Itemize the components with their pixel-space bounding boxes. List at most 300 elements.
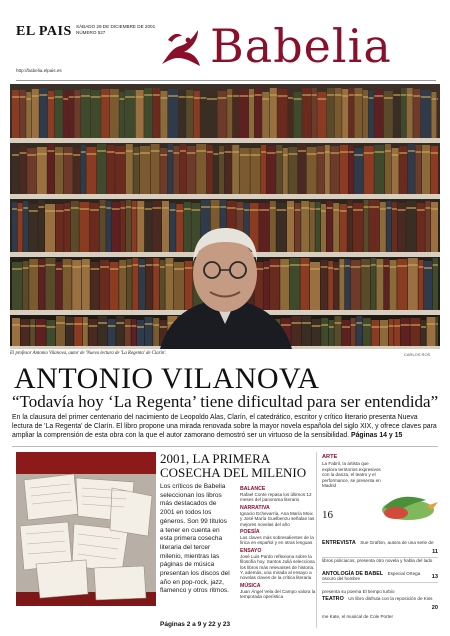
babelia-logo-icon	[158, 26, 204, 70]
book-spine-band	[290, 264, 300, 266]
book-spine-band	[39, 265, 45, 267]
book-spine-band	[219, 152, 224, 154]
book-spine	[334, 316, 341, 346]
book-spine-band	[29, 210, 38, 212]
book-spine-band	[168, 150, 173, 152]
book-spine-band	[340, 210, 347, 212]
book-spine-band	[48, 97, 54, 99]
sidebar-item-page: 20	[431, 605, 438, 611]
book-spine-band	[328, 267, 333, 269]
book-spine-band	[64, 153, 73, 155]
book-spine-band	[37, 153, 47, 155]
book-spine-band	[145, 208, 152, 210]
book-spine-band	[32, 95, 39, 97]
book-spine-band	[312, 94, 317, 96]
book-spine-band	[56, 210, 64, 212]
book-spine-band	[185, 267, 193, 269]
book-spine-band	[407, 94, 413, 96]
book-spine-band	[291, 322, 301, 324]
arte-text: La Fabril, la artista que explora territorios expresivos con la danza, el teatro y el performance, se presenta en Madrid	[322, 461, 381, 489]
book-spine-band	[74, 96, 80, 98]
book-spine-band	[213, 153, 218, 155]
book-spine-band	[20, 152, 27, 154]
book-spine-band	[27, 154, 36, 156]
book-spine-band	[136, 96, 144, 98]
book-spine-band	[321, 324, 328, 326]
book-spine-band	[207, 151, 213, 153]
book-spine-band	[100, 266, 109, 268]
book-spine	[394, 319, 400, 346]
book-spine-band	[317, 98, 326, 100]
book-spine-band	[424, 267, 432, 269]
book-spine-band	[288, 97, 293, 99]
sidebar-item-page: 11	[432, 549, 438, 555]
book-spine-band	[399, 152, 407, 154]
book-spine-band	[173, 152, 179, 154]
book-spine-band	[380, 326, 388, 328]
book-spine-band	[317, 152, 324, 154]
book-spine-band	[45, 264, 55, 266]
section-text: Ignacio Echevarría, Ana María Moix y José María Guelbenzu señalan las mejores novelas del año	[240, 510, 315, 527]
book-spine	[153, 318, 159, 346]
book-spine-band	[144, 94, 152, 96]
book-spine-band	[132, 207, 137, 209]
book-spine-band	[218, 97, 227, 99]
book-spine-band	[431, 98, 436, 100]
book-spine-band	[239, 95, 248, 97]
book-spine-band	[417, 209, 425, 211]
book-spine-band	[345, 265, 350, 267]
book-spine-band	[301, 207, 309, 209]
book-spine-band	[261, 151, 266, 153]
book-spine-band	[249, 95, 254, 97]
book-spine-band	[131, 325, 136, 327]
book-spine-band	[81, 95, 90, 97]
book-spine-band	[83, 323, 88, 325]
book-spine-band	[160, 97, 167, 99]
book-spine-band	[321, 266, 328, 268]
book-spine-band	[233, 95, 239, 97]
sidebar-item-head: ANTOLOGÍA DE BABEL	[322, 571, 384, 577]
book-spine-band	[227, 95, 232, 97]
book-spine-band	[160, 266, 165, 268]
section-item[interactable]	[240, 529, 316, 546]
book-spine	[321, 318, 328, 346]
book-spine-band	[88, 325, 97, 327]
book-spine-band	[356, 322, 362, 324]
book-spine-band	[55, 153, 63, 155]
book-spine-band	[277, 95, 287, 97]
book-spine-band	[287, 207, 294, 209]
book-spine-band	[283, 154, 288, 156]
book-spine-band	[361, 265, 370, 267]
book-spine-band	[334, 322, 341, 324]
cover-photo	[10, 84, 440, 349]
book-spine-band	[162, 207, 169, 209]
book-spine-band	[196, 150, 206, 152]
book-spine-band	[264, 267, 269, 269]
book-spine-band	[401, 94, 406, 96]
book-spine-band	[106, 207, 111, 209]
book-spine-band	[401, 324, 410, 326]
book-spine-band	[100, 206, 106, 208]
book-spine-band	[97, 150, 106, 152]
book-spine-band	[364, 206, 369, 208]
book-spine	[436, 317, 438, 346]
book-spine-band	[276, 151, 282, 153]
book-spine	[66, 317, 74, 346]
photo-credit: CARLOS ROS	[404, 352, 431, 357]
book-spine-band	[330, 152, 339, 154]
book-spine-band	[26, 98, 31, 100]
book-spine-band	[371, 326, 379, 328]
book-spine	[46, 320, 55, 346]
book-spine-band	[66, 323, 74, 325]
book-spine-band	[354, 94, 362, 96]
book-spine-band	[187, 152, 196, 154]
section-item[interactable]	[240, 583, 316, 600]
book-spine	[30, 319, 35, 346]
section-name: POESÍA	[240, 529, 260, 536]
book-spine-band	[153, 94, 160, 96]
book-spine-band	[232, 151, 239, 153]
book-spine-band	[315, 208, 320, 210]
book-spine	[389, 319, 394, 346]
shelf-board	[10, 194, 440, 199]
sidebar-item-teatro[interactable]	[322, 587, 438, 619]
section-name: NARRATIVA	[240, 504, 270, 511]
book-spine-band	[394, 325, 400, 327]
book-spine-band	[288, 153, 297, 155]
book-spine-band	[363, 324, 371, 326]
book-spine-band	[389, 325, 394, 327]
book-spine-band	[110, 268, 119, 270]
book-spine-band	[436, 323, 438, 325]
book-spine-band	[98, 322, 107, 324]
book-spine-band	[353, 209, 363, 211]
book-spine-band	[354, 154, 363, 156]
issue-number: NÚMERO 527	[76, 30, 106, 35]
book-spine-band	[90, 268, 99, 270]
book-spine	[427, 317, 436, 346]
book-spine-band	[270, 207, 276, 209]
book-spine-band	[220, 206, 226, 208]
masthead	[0, 0, 450, 82]
book-spine-band	[82, 265, 90, 267]
dateline	[76, 24, 155, 36]
column-divider	[316, 452, 317, 628]
book-spine-band	[392, 154, 399, 156]
book-spine	[410, 318, 420, 346]
book-spine-band	[408, 264, 418, 266]
book-spine-band	[73, 154, 80, 156]
book-spine-band	[101, 95, 109, 97]
book-spine-band	[23, 267, 29, 269]
sidebar-item-antologia[interactable]	[322, 562, 438, 594]
book-spine-band	[351, 324, 356, 326]
section-text: Las claves más sobresalientes de la lírica en español y en otras lenguas	[240, 535, 314, 546]
book-spine-band	[327, 207, 333, 209]
book-spine-band	[369, 206, 379, 208]
book-spine-band	[12, 268, 22, 270]
book-spine	[312, 319, 321, 346]
book-spine-band	[194, 97, 200, 99]
book-spine	[56, 316, 65, 346]
sidebar-item-divider	[322, 582, 438, 583]
book-spine	[108, 319, 116, 346]
book-spine-band	[250, 154, 260, 156]
book-spine-band	[81, 151, 86, 153]
book-spine-band	[45, 210, 55, 212]
book-spine	[145, 317, 153, 346]
sections-list	[240, 484, 316, 601]
book-spine-band	[333, 209, 339, 211]
book-spine-band	[225, 151, 232, 153]
book-spine-band	[146, 264, 153, 266]
book-spine-band	[270, 265, 280, 267]
sidebar-item-page: 13	[431, 574, 438, 580]
book-spine-band	[295, 209, 301, 211]
book-spine	[351, 318, 356, 346]
book-spine-band	[186, 96, 193, 98]
book-spine-band	[250, 209, 259, 211]
book-spine-band	[369, 97, 374, 99]
book-spine-band	[276, 209, 286, 211]
lede-pages[interactable]: Páginas 14 y 15	[351, 432, 403, 439]
book-spine-band	[12, 208, 17, 210]
book-spine-band	[160, 326, 167, 328]
book-spine	[137, 320, 144, 346]
book-spine-band	[340, 151, 348, 153]
book-spine-band	[270, 94, 277, 96]
book-spine-band	[349, 94, 354, 96]
books-photo	[16, 452, 156, 606]
book-spine-band	[418, 266, 423, 268]
book-spine-band	[390, 266, 397, 268]
book-spine-band	[120, 207, 125, 209]
book-spine-band	[110, 95, 119, 97]
lead-headline[interactable]: ANTONIO VILANOVA	[14, 362, 320, 395]
book-spine-band	[12, 154, 19, 156]
supplement-title: Babelia	[210, 19, 392, 73]
book-spine-band	[23, 207, 28, 209]
book-spine-band	[422, 151, 430, 153]
book-spine-band	[302, 322, 311, 324]
section-item[interactable]	[240, 505, 316, 527]
book-spine-band	[281, 324, 291, 326]
feature-body: Los críticos de Babelia seleccionan los libros más destacados de 2001 en todos los géneros. Son 99 títulos a tener en cuenta en esta primera cosecha literaria del tercer milenio, mientras las páginas de música presentan los discos del año en pop-rock, jazz, flamenco y otros ritmos.	[160, 483, 230, 595]
book-spine-band	[433, 264, 438, 266]
book-spine-band	[18, 209, 23, 211]
book-spine-band	[415, 151, 421, 153]
book-spine-band	[244, 209, 249, 211]
book-spine-band	[437, 98, 438, 100]
book-spine-band	[410, 324, 420, 326]
book-spine	[329, 320, 334, 346]
book-spine-band	[74, 323, 82, 325]
book-spine-band	[126, 206, 131, 208]
book-spine-band	[200, 97, 206, 99]
book-spine-band	[116, 322, 124, 324]
book-spine-band	[207, 98, 217, 100]
section-item[interactable]	[240, 548, 316, 581]
book-spine-band	[201, 206, 210, 208]
book-spine-band	[310, 268, 320, 270]
book-spine-band	[227, 207, 236, 209]
section-text: Juan Ángel Vela del Campo valora la temporada operística	[240, 588, 316, 600]
book-spine-band	[335, 94, 342, 96]
book-spine-band	[259, 209, 269, 211]
book-spine-band	[115, 152, 125, 154]
book-spine-band	[351, 266, 361, 268]
book-spine-band	[191, 209, 200, 211]
book-spine-band	[137, 326, 144, 328]
book-spine	[342, 320, 350, 346]
book-spine-band	[21, 325, 30, 327]
book-spine-band	[69, 96, 74, 98]
book-spine-band	[236, 208, 243, 210]
book-spine-band	[91, 96, 101, 98]
book-spine-band	[342, 95, 348, 97]
book-spine-band	[374, 95, 383, 97]
lead-lede	[12, 413, 438, 440]
book-spine-band	[349, 151, 354, 153]
book-spine-band	[170, 209, 176, 211]
issue-date: SÁBADO 29 DE DICIEMBRE DE 2001	[76, 24, 156, 29]
book-spine-band	[20, 96, 26, 98]
book-spine-band	[174, 268, 184, 270]
book-spine-band	[397, 265, 407, 267]
book-spine-band	[145, 323, 153, 325]
book-spine-band	[12, 96, 19, 98]
site-url[interactable]: http://babelia.elpais.es	[16, 68, 62, 73]
book-spine-band	[307, 153, 317, 155]
book-spine	[116, 316, 124, 346]
book-spine-band	[108, 325, 116, 327]
book-spine-band	[29, 265, 38, 267]
book-spine-band	[151, 150, 160, 152]
book-spine-band	[140, 152, 150, 154]
book-spine	[125, 319, 131, 346]
sidebar-item-divider	[322, 557, 438, 558]
book-spine-band	[342, 326, 350, 328]
sidebar-item-head: TEATRO	[322, 596, 344, 602]
book-spine-band	[125, 325, 131, 327]
book-spine-band	[374, 151, 384, 153]
book-spine-band	[408, 150, 415, 152]
book-spine-band	[384, 265, 389, 267]
book-spine	[401, 318, 410, 346]
sidebar-item-text: Sue Grafton, autora de una serie de libros policiacos, presenta otro novela y habla del lado oscuro del hombre	[322, 540, 434, 581]
book-spine	[74, 317, 82, 346]
section-name: ENSAYO	[240, 547, 262, 554]
book-spine-band	[55, 96, 63, 98]
book-spine-band	[56, 322, 65, 324]
book-spine-band	[64, 209, 70, 211]
book-spine-band	[139, 265, 145, 267]
book-spine-band	[386, 207, 391, 209]
lead-subhead[interactable]: “Todavía hoy ‘La Regenta’ tiene dificultad para ser entendida”	[12, 392, 439, 411]
book-spine-band	[300, 264, 309, 266]
book-spine-band	[334, 268, 339, 270]
book-spine	[302, 316, 311, 346]
book-spine-band	[347, 206, 352, 208]
book-spine-band	[327, 94, 334, 96]
book-spine-band	[90, 209, 99, 211]
book-spine-band	[119, 98, 124, 100]
book-spine-band	[267, 152, 276, 154]
book-spine-band	[364, 152, 374, 154]
book-spine-band	[119, 266, 126, 268]
book-spine-band	[380, 208, 386, 210]
book-spine-band	[153, 264, 159, 266]
book-spine-band	[398, 209, 406, 211]
feature-title[interactable]: 2001, LA PRIMERA COSECHA DEL MILENIO	[160, 451, 307, 480]
book-spine-band	[72, 266, 81, 268]
book-spine	[356, 316, 362, 346]
book-spine	[380, 320, 388, 346]
book-spine	[98, 316, 107, 346]
book-spine-band	[112, 208, 120, 210]
book-spine-band	[180, 150, 186, 152]
book-spine	[291, 316, 301, 346]
book-spine-band	[298, 150, 306, 152]
book-spine-band	[30, 325, 35, 327]
book-spine-band	[153, 324, 159, 326]
book-spine-band	[63, 265, 72, 267]
book-spine-band	[393, 94, 400, 96]
book-spine-band	[376, 265, 383, 267]
book-spine-band	[63, 98, 68, 100]
book-spine	[83, 317, 88, 346]
sidebar-item-head: ENTREVISTA	[322, 540, 356, 546]
book-spine	[371, 320, 379, 346]
book-spine-band	[310, 208, 315, 210]
book-spine-band	[160, 154, 167, 156]
book-spine-band	[294, 98, 302, 100]
book-spine-band	[421, 326, 426, 328]
book-spine	[131, 319, 136, 346]
masthead-divider	[16, 80, 436, 81]
section-divider	[12, 446, 438, 447]
book-spine-band	[47, 150, 54, 152]
section-text: Rafael Conte repasa los últimos 12 meses del panorama literario	[240, 492, 312, 503]
book-spine-band	[363, 96, 368, 98]
book-spine-band	[255, 94, 262, 96]
book-spine-band	[56, 268, 62, 270]
book-spine-band	[329, 326, 334, 328]
arte-page[interactable]: 16	[322, 509, 333, 521]
book-spine-band	[125, 96, 135, 98]
book-spine-band	[39, 94, 47, 96]
book-spine-band	[371, 264, 376, 266]
section-item[interactable]	[240, 486, 316, 503]
feature-pages[interactable]: Páginas 2 a 9 y 22 y 23	[160, 621, 231, 628]
book-spine-band	[262, 98, 269, 100]
book-spine-band	[132, 264, 138, 266]
book-spine-band	[46, 326, 55, 328]
book-spine-band	[431, 152, 438, 154]
book-spine	[421, 320, 426, 346]
book-spine-band	[302, 94, 311, 96]
book-spine-band	[431, 208, 438, 210]
book-spine-band	[240, 154, 250, 156]
book-spine-band	[165, 264, 173, 266]
sidebar-item-text: Un libro disfruta con la reposición de Kiss me Kate, el musical de Cole Porter	[322, 596, 433, 619]
arte-label[interactable]: ARTE	[322, 454, 338, 460]
book-spine-band	[384, 97, 393, 99]
book-spine-band	[133, 153, 139, 155]
